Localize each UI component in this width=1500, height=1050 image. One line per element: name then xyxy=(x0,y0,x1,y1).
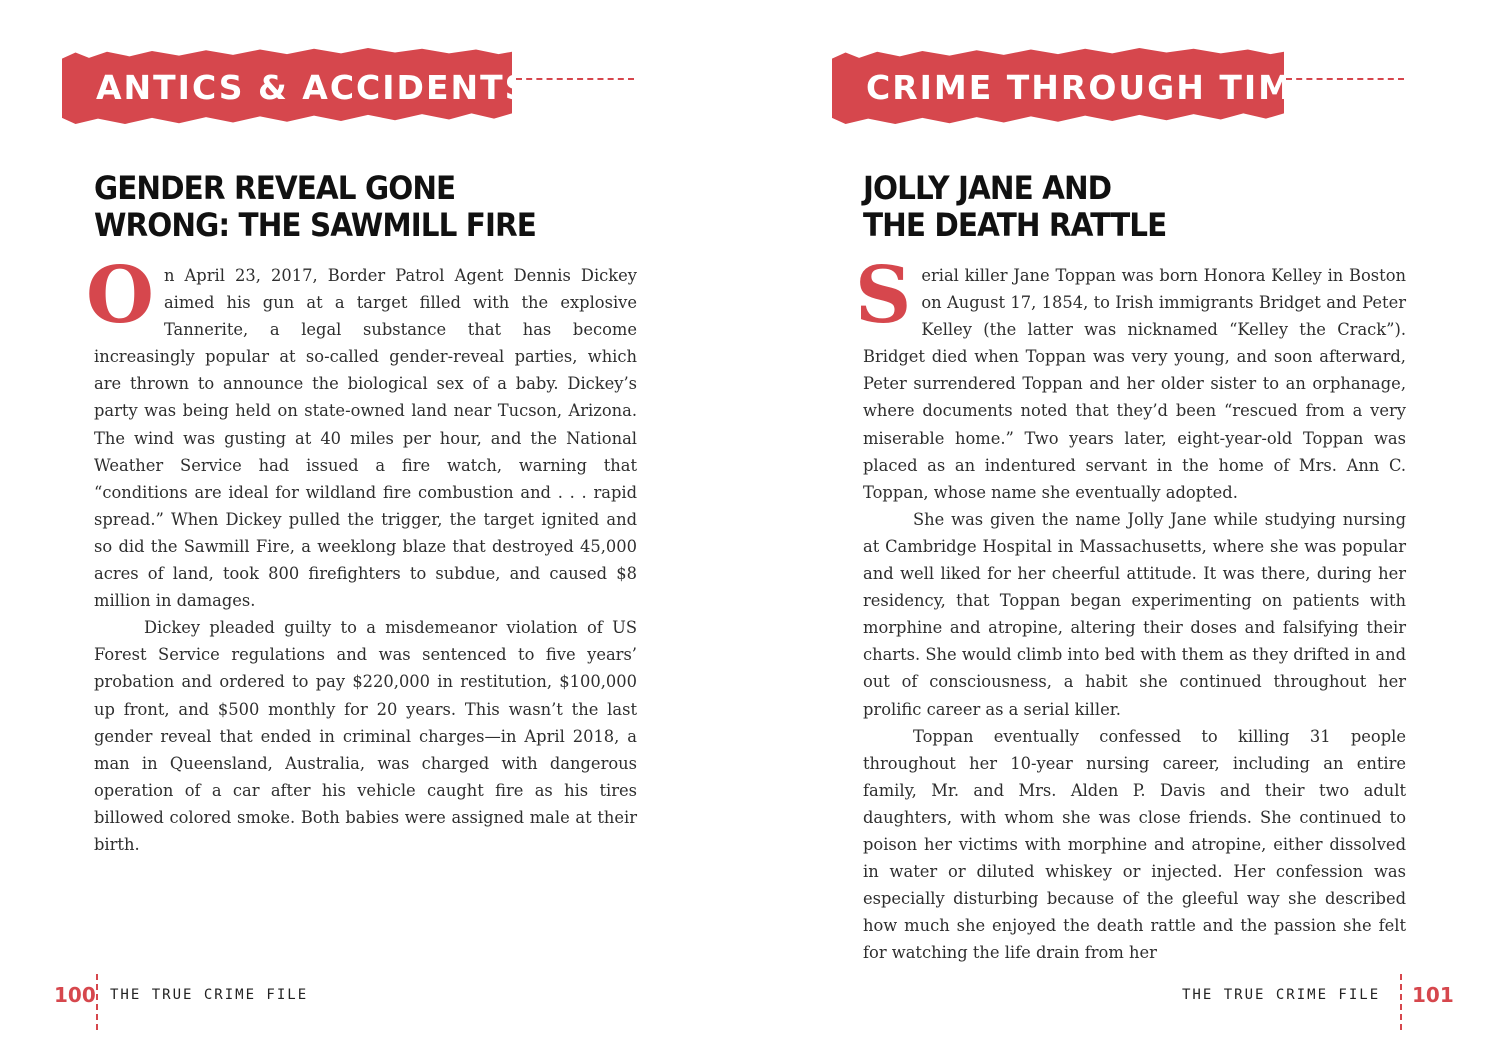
banner-title: ANTICS & ACCIDENTS xyxy=(96,68,531,107)
heading-line-2: THE DEATH RATTLE xyxy=(863,206,1167,244)
heading-line-1: JOLLY JANE AND xyxy=(863,169,1112,207)
section-banner xyxy=(62,48,531,124)
page-number: 101 xyxy=(1412,983,1454,1007)
folio-divider xyxy=(96,974,98,1030)
heading-line-1: GENDER REVEAL GONE xyxy=(94,169,456,207)
page-number: 100 xyxy=(54,983,96,1007)
article-body xyxy=(86,250,637,858)
running-title: THE TRUE CRIME FILE xyxy=(1182,987,1381,1003)
drop-cap: O xyxy=(86,250,154,341)
article-body xyxy=(855,250,1406,966)
paragraph-2: She was given the name Jolly Jane while studying nursing at Cambridge Hospital in Massachusetts, where she was popular and well liked for her cheerful attitude. It was there, during her residency, that Toppan began experimenting on patients with morphine and atropine, altering their doses and falsifying their charts. She would climb into bed with them as they drifted in and out of consciousness, a habit she continued throughout her prolific career as a serial killer. xyxy=(863,509,1406,719)
folio-divider xyxy=(1400,974,1402,1030)
heading-line-2: WRONG: THE SAWMILL FIRE xyxy=(94,206,536,244)
running-title: THE TRUE CRIME FILE xyxy=(110,987,309,1003)
article-heading xyxy=(94,170,536,244)
drop-cap: S xyxy=(855,250,912,341)
section-banner xyxy=(832,48,1318,124)
paragraph-1 xyxy=(86,250,637,614)
banner-dash-line xyxy=(516,78,634,80)
paragraph-1 xyxy=(855,250,1406,506)
banner-dash-line xyxy=(1286,78,1404,80)
paragraph-2: Dickey pleaded guilty to a misdemeanor violation of US Forest Service regulations and was sentenced to five years’ probation and ordered to pay $220,000 in restitution, $100,000 up front, and $500 monthly for 20 years. This wasn’t the last gender reveal that ended in criminal charges—in April 2018, a man in Queensland, Australia, was charged with dangerous operation of a car after his vehicle caught fire as his tires billowed colored smoke. Both babies were assigned male at their birth. xyxy=(94,618,637,854)
paragraph-3: Toppan eventually confessed to killing 31 people throughout her 10-year nursing career, including an entire family, Mr. and Mrs. Alden P. Davis and their two adult daughters, with whom she was close friends. She continued to poison her victims with morphine and atropine, either dissolved in water or diluted whiskey or injected. Her confession was especially disturbing because of the gleeful way she described how much she enjoyed the death rattle and the passion she felt for watching the life drain from her xyxy=(863,726,1406,963)
paragraph-1-text: erial killer Jane Toppan was born Honora Kelley in Boston on August 17, 1854, to Irish immigrants Bridget and Peter Kelley (the latter was nicknamed “Kelley the Crack”). Bridget died when Toppan was very young, and soon afterward, Peter surrendered Toppan and her older sister to an orphanage, where documents noted that they’d been “rescued from a very miserable home.” Two years later, eight-year-old Toppan was placed as an indentured servant in the home of Mrs. Ann C. Toppan, whose name she eventually adopted. xyxy=(863,266,1406,502)
article-heading xyxy=(863,170,1166,244)
paragraph-1-text: n April 23, 2017, Border Patrol Agent Dennis Dickey aimed his gun at a target filled with the explosive Tannerite, a legal substance that has become increasingly popular at so-called gender-reveal parties, which are thrown to announce the biological sex of a baby. Dickey’s party was being held on state-owned land near Tucson, Arizona. The wind was gusting at 40 miles per hour, and the National Weather Service had issued a fire watch, warning that “conditions are ideal for wildland fire combustion and . . . rapid spread.” When Dickey pulled the trigger, the target ignited and so did the Sawmill Fire, a weeklong blaze that destroyed 45,000 acres of land, took 800 firefighters to subdue, and caused $8 million in damages. xyxy=(94,266,637,611)
banner-title: CRIME THROUGH TIME xyxy=(866,68,1318,107)
right-page xyxy=(750,0,1500,1050)
